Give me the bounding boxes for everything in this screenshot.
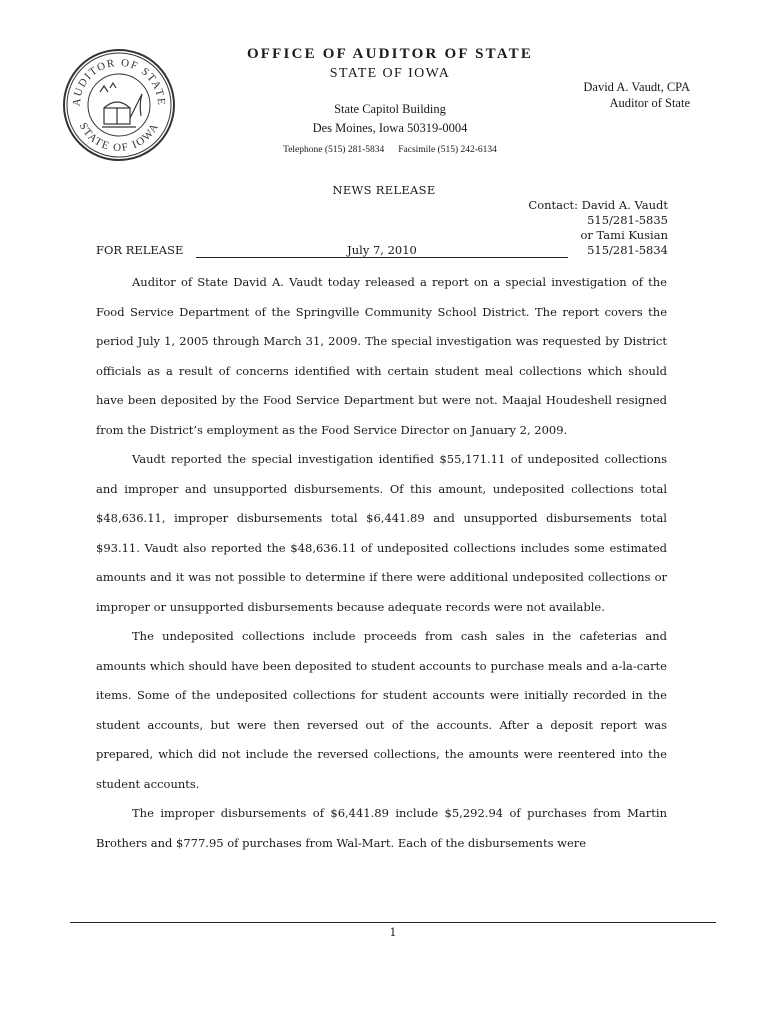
city-address: Des Moines, Iowa 50319-0004 [312,121,468,135]
footer-rule [70,922,716,923]
release-body [96,268,667,858]
contact-alternate: or Tami Kusian [580,228,668,242]
state-title: STATE OF IOWA [329,66,451,81]
news-release-heading: NEWS RELEASE [332,183,436,197]
body-paragraph: The undeposited collections include proceeds from cash sales in the cafeterias and amounts which should have been deposited to student accounts to purchase meals and a-la-carte items. Some of the undeposited collections for student accounts were initially recorded in the student accounts, but were then reversed out of the accounts. After a deposit report was prepared, which did not include the reversed collections, the amounts were reentered into the student accounts. [96,629,667,791]
contact-phone: 515/281-5835 [587,213,668,227]
contact-alternate-phone: 515/281-5834 [587,243,668,257]
page-number: 1 [389,926,397,939]
office-title: OFFICE OF AUDITOR OF STATE [246,46,534,62]
telephone-number: Telephone (515) 281-5834 [283,145,385,155]
release-date-underline [196,257,568,258]
auditor-title: Auditor of State [609,96,690,110]
svg-text:STATE OF IOWA [77,121,162,154]
facsimile-number: Facsimile (515) 242-6134 [398,145,497,155]
building-address: State Capitol Building [334,102,446,116]
body-paragraph: Vaudt reported the special investigation identified $55,171.11 of undeposited collections and improper and unsupported disbursements. Of this amount, undeposited collections total $48,636.11, improper disbursements total $6,441.89 and unsupported disbursements total $93.11. Vaudt also reported the $48,636.11 of undeposited collections includes some estimated amounts and it was not possible to determine if there were additional undeposited collections or improper or unsupported disbursements because adequate records were not available. [96,452,667,614]
release-date: July 7, 2010 [347,243,417,257]
body-paragraph: Auditor of State David A. Vaudt today released a report on a special investigation of the Food Service Department of the Springville Community School District. The report covers the period July 1, 2005 through March 31, 2009. The special investigation was requested by District officials as a result of concerns identified with certain student meal collections which should have been deposited by the Food Service Department but were not. Maajal Houdeshell resigned from the District’s employment as the Food Service Director on January 2, 2009. [96,275,667,437]
body-paragraph: The improper disbursements of $6,441.89 include $5,292.94 of purchases from Martin Brothers and $777.95 of purchases from Wal-Mart. Each of the disbursements were [96,806,667,850]
contact-line: Contact: David A. Vaudt [528,198,668,212]
for-release-label: FOR RELEASE [96,243,184,257]
phone-line [150,145,630,155]
seal-bottom-text: STATE OF IOWA [76,120,162,155]
seal-top-text: AUDITOR OF STATE [70,56,168,107]
auditor-name: David A. Vaudt, CPA [583,80,690,94]
